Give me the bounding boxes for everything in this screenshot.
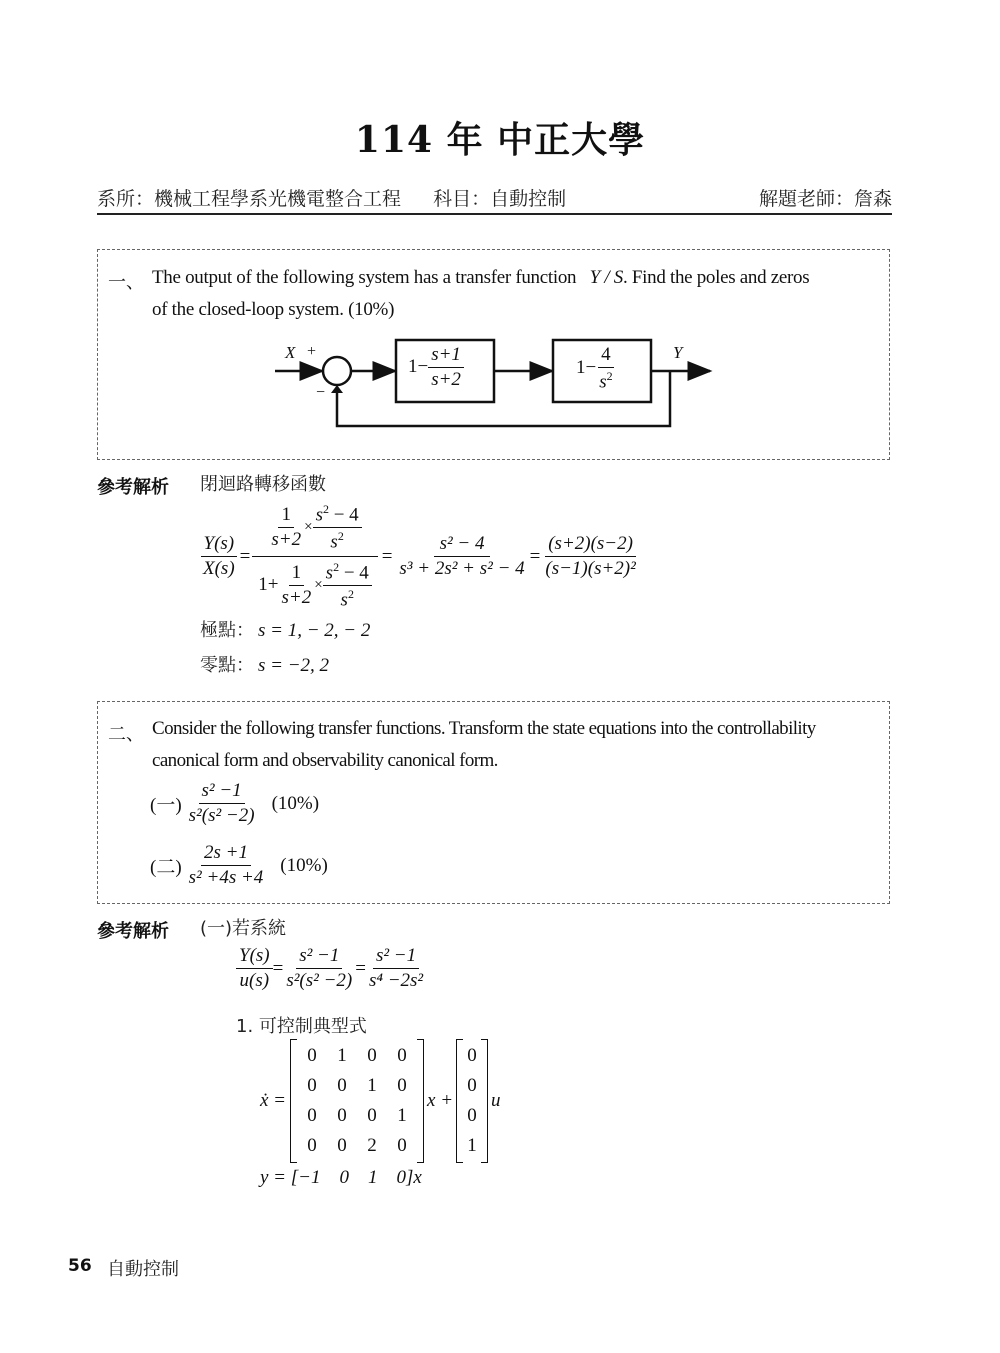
block-2-expression: 1− $\frac{4}{s^2}$ (576, 344, 613, 393)
diagram-plus-sign: + (307, 343, 317, 360)
question-2-part-2: (二) $\frac{2s +1}{\text{s² +4s +4}}$ (10%) (150, 842, 328, 888)
matrix-a-cell: 0 (397, 1135, 407, 1156)
poles-label: 極點： (200, 620, 254, 641)
question-2-number: 二、 (108, 724, 144, 745)
matrix-a-cell: 2 (367, 1135, 377, 1156)
matrix-a-cell: 0 (397, 1045, 407, 1066)
matrix-a-cell: 1 (397, 1105, 407, 1126)
answer-1-heading: 閉迴路轉移函數 (200, 474, 326, 495)
feedback-arrowhead (331, 385, 343, 393)
closed-loop-equation: $\frac{Y(s)}{X(s)}$ = $\frac{1}{s+2}$ × $\frac{s^2 - 4}{s^2}$ 1+ $\frac{1}{s+2}$ × $\frac{s^2 - 4}{s^2}$ = $\frac{\text{s² − 4}}{\text{s³ + 2s² + s² − 4}}$ = $\frac{(s+2)(s-2)}{\text{(s−1)(s+2)²}}$ (200, 502, 639, 611)
zeros-label: 零點： (200, 655, 254, 676)
vector-b-cell: 0 (467, 1075, 477, 1096)
matrix-a-cell: 0 (367, 1045, 377, 1066)
question-1-text (152, 262, 882, 326)
department-label: 系所：機械工程學系光機電整合工程 (97, 188, 402, 210)
subject-label: 科目：自動控制 (433, 188, 567, 210)
matrix-a-cell: 0 (307, 1135, 317, 1156)
header-divider (97, 213, 892, 215)
zeros-value: s = −2, 2 (258, 655, 330, 676)
matrix-a-row (297, 1041, 417, 1071)
matrix-a-cell: 0 (397, 1075, 407, 1096)
transfer-function-symbol: Y / S (589, 267, 623, 288)
complex-fraction: $\frac{1}{s+2}$ × $\frac{s^2 - 4}{s^2}$ 1+ $\frac{1}{s+2}$ × $\frac{s^2 - 4}{s^2}$ (252, 502, 377, 611)
transfer-function-equation: $\frac{Y(s)}{u(s)}$ = $\frac{\text{s² −1}}{\text{s²(s² −2)}}$ = $\frac{\text{s² −1}}{\text{s⁴ −2s²}}$ (236, 945, 426, 992)
state-equation: ẋ = 0 1 0 0 0 0 1 0 0 0 0 1 0 0 2 0 x + 0 0 0 1 u (260, 1039, 501, 1163)
vector-b-row (463, 1071, 481, 1101)
step-1-heading: 1. 可控制典型式 (236, 1016, 367, 1037)
teacher-label: 解題老師：詹森 (758, 188, 892, 210)
matrix-a-cell: 0 (367, 1105, 377, 1126)
vector-b-row (463, 1101, 481, 1131)
matrix-a-cell: 0 (337, 1135, 347, 1156)
page-title: 114 年 中正大學 (354, 119, 646, 161)
question-2-line2: canonical form and observability canonical form. (152, 750, 498, 771)
poles-value: s = 1, − 2, − 2 (258, 620, 371, 641)
vector-b (456, 1039, 488, 1163)
matrix-a-cell: 0 (337, 1075, 347, 1096)
question-1-line2: of the closed-loop system. (10%) (152, 299, 395, 320)
vector-b-row (463, 1131, 481, 1161)
question-1-line1: The output of the following system has a transfer function Y / S. Find the poles and zeros (152, 267, 810, 288)
vector-b-cell: 0 (467, 1105, 477, 1126)
exam-info-bar (97, 184, 892, 210)
matrix-a-row (297, 1131, 417, 1161)
poles-line (200, 616, 370, 642)
block-diagram (260, 335, 730, 435)
matrix-a (290, 1039, 424, 1163)
question-2-text (152, 713, 882, 777)
matrix-a-cell: 0 (307, 1105, 317, 1126)
answer-2-heading: (一)若系統 (200, 918, 287, 939)
matrix-a-cell: 0 (337, 1105, 347, 1126)
diagram-input-label: X (285, 343, 296, 362)
page-number: 56 (68, 1256, 92, 1276)
matrix-a-row (297, 1071, 417, 1101)
footer-book-title: 自動控制 (107, 1259, 179, 1280)
output-equation: y = [−1 0 1 0]x (260, 1167, 422, 1188)
vector-b-cell: 1 (467, 1135, 477, 1156)
answer-1-label: 參考解析 (97, 477, 169, 498)
matrix-a-cell: 0 (307, 1075, 317, 1096)
vector-b-row (463, 1041, 481, 1071)
diagram-output-label: Y (673, 343, 683, 362)
matrix-a-cell: 1 (337, 1045, 347, 1066)
question-2-part-1: (一) $\frac{\text{s² −1}}{\text{s²(s² −2)}}$ (10%) (150, 780, 320, 826)
question-2-line1: Consider the following transfer functions. Transform the state equations into the controllability (152, 718, 816, 739)
summing-junction (323, 357, 351, 385)
matrix-a-row (297, 1101, 417, 1131)
matrix-a-cell: 1 (367, 1075, 377, 1096)
vector-b-cell: 0 (467, 1045, 477, 1066)
zeros-line (200, 651, 329, 677)
diagram-minus-sign: − (316, 384, 326, 401)
matrix-a-cell: 0 (307, 1045, 317, 1066)
answer-2-label: 參考解析 (97, 921, 169, 942)
block-1-expression: 1− $\frac{s+1}{s+2}$ (408, 344, 464, 391)
question-1-number: 一、 (108, 272, 144, 293)
